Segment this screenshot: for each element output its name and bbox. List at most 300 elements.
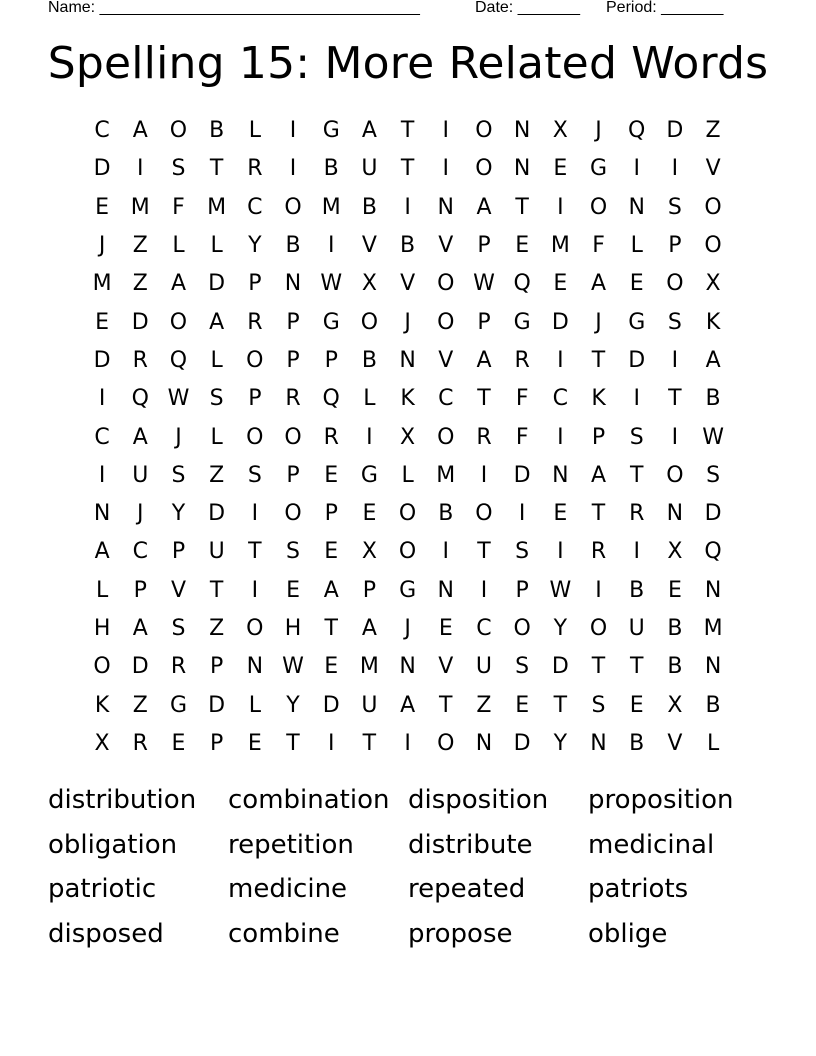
grid-letter: C — [132, 539, 148, 565]
grid-letter: N — [246, 654, 264, 680]
grid-row — [83, 303, 733, 341]
grid-row — [83, 648, 733, 686]
grid-letter: R — [132, 730, 148, 756]
grid-letter: R — [590, 539, 607, 565]
grid-letter: B — [629, 730, 645, 756]
grid-letter: X — [667, 692, 683, 718]
grid-letter: G — [322, 309, 340, 335]
grid-letter: I — [595, 577, 602, 603]
grid-letter: E — [362, 501, 377, 527]
grid-letter: P — [591, 424, 606, 450]
grid-letter: O — [475, 118, 493, 144]
grid-letter: I — [480, 577, 488, 603]
grid-row — [83, 112, 733, 150]
grid-letter: O — [284, 194, 302, 220]
grid-letter: Q — [513, 271, 531, 297]
grid-letter: A — [400, 692, 416, 718]
grid-letter: O — [437, 271, 455, 297]
grid-letter: E — [553, 156, 568, 182]
grid-letter: R — [132, 347, 148, 373]
grid-letter: O — [437, 424, 455, 450]
grid-letter: D — [322, 692, 340, 718]
grid-letter: S — [667, 194, 682, 220]
grid-letter: P — [477, 309, 491, 335]
grid-letter: C — [476, 616, 492, 641]
grid-letter: S — [171, 616, 186, 641]
student-info-header — [0, 0, 816, 20]
grid-letter: B — [285, 233, 301, 259]
grid-letter: O — [666, 462, 684, 488]
grid-letter: O — [398, 539, 417, 565]
grid-letter: C — [247, 194, 263, 220]
grid-letter: T — [591, 654, 606, 680]
grid-letter: I — [251, 501, 259, 527]
grid-letter: J — [595, 309, 602, 335]
grid-letter: X — [400, 424, 416, 450]
grid-letter: N — [437, 577, 455, 603]
grid-letter: S — [629, 424, 644, 450]
grid-letter: S — [286, 539, 301, 565]
grid-letter: R — [247, 156, 263, 182]
grid-letter: T — [286, 730, 300, 756]
grid-letter: P — [210, 654, 224, 680]
grid-letter: O — [475, 501, 493, 527]
grid-letter: P — [171, 539, 186, 565]
grid-letter: H — [93, 616, 111, 641]
grid-letter: B — [209, 118, 225, 144]
grid-letter: Y — [171, 501, 186, 527]
grid-letter: X — [552, 118, 568, 144]
grid-letter: D — [208, 501, 226, 527]
word-bank-item: medicine — [228, 874, 348, 905]
grid-letter: R — [629, 501, 645, 527]
grid-letter: N — [590, 730, 607, 756]
grid-letter: N — [628, 194, 645, 220]
word-bank-row — [48, 823, 788, 868]
grid-letter: O — [666, 271, 684, 297]
grid-letter: D — [93, 347, 111, 373]
grid-letter: A — [170, 271, 186, 297]
grid-letter: R — [285, 386, 301, 412]
grid-letter: O — [284, 501, 302, 527]
grid-letter: J — [595, 118, 602, 144]
grid-letter: E — [324, 462, 339, 488]
grid-letter: E — [95, 194, 110, 220]
grid-letter: O — [246, 424, 264, 450]
grid-letter: A — [132, 424, 148, 450]
grid-letter: N — [284, 271, 302, 297]
grid-letter: U — [475, 654, 493, 680]
grid-letter: J — [137, 501, 144, 527]
word-bank-row — [48, 912, 788, 957]
grid-letter: R — [323, 424, 339, 450]
grid-letter: E — [324, 539, 339, 565]
page-title: Spelling 15: More Related Words — [47, 38, 769, 89]
grid-letter: S — [171, 462, 186, 488]
grid-letter: R — [514, 347, 530, 373]
grid-row — [83, 418, 733, 456]
word-bank-item: disposed — [48, 918, 164, 949]
grid-letter: W — [702, 424, 724, 450]
grid-letter: B — [667, 616, 683, 641]
grid-letter: T — [248, 539, 262, 565]
grid-letter: F — [172, 194, 185, 220]
grid-letter: D — [131, 654, 149, 680]
grid-letter: O — [284, 424, 302, 450]
word-bank-item: patriotic — [48, 874, 157, 905]
grid-letter: A — [591, 271, 607, 297]
grid-letter: I — [251, 577, 259, 603]
grid-letter: S — [515, 654, 530, 680]
date-field-label: Date: _______ — [475, 0, 580, 16]
grid-letter: I — [404, 194, 411, 220]
grid-letter: P — [286, 347, 300, 373]
grid-letter: K — [400, 386, 415, 412]
grid-letter: I — [557, 194, 564, 220]
word-bank-row — [48, 778, 788, 823]
grid-letter: M — [321, 194, 341, 220]
grid-letter: I — [633, 156, 640, 182]
grid-letter: O — [169, 118, 188, 144]
grid-letter: A — [323, 577, 339, 603]
grid-row — [83, 686, 733, 724]
grid-letter: I — [633, 539, 640, 565]
grid-row — [83, 610, 733, 648]
grid-letter: Q — [704, 539, 722, 565]
word-bank-item: distribute — [408, 829, 533, 860]
grid-letter: B — [361, 347, 377, 373]
grid-letter: A — [209, 309, 225, 335]
grid-letter: M — [436, 462, 456, 488]
word-bank-item: oblige — [588, 918, 668, 949]
grid-letter: E — [515, 692, 530, 718]
grid-letter: Y — [553, 730, 568, 756]
grid-letter: E — [286, 577, 300, 603]
grid-letter: N — [399, 654, 416, 680]
grid-letter: G — [399, 577, 417, 603]
grid-row — [83, 380, 733, 418]
grid-letter: K — [591, 386, 606, 412]
grid-letter: A — [132, 118, 148, 144]
grid-letter: O — [169, 309, 188, 335]
grid-letter: G — [590, 156, 608, 182]
word-search-grid — [83, 112, 733, 763]
grid-letter: V — [438, 654, 454, 680]
word-bank-item: propose — [408, 918, 513, 949]
grid-letter: N — [475, 730, 493, 756]
grid-letter: I — [289, 118, 297, 144]
grid-letter: O — [360, 309, 379, 335]
grid-letter: N — [93, 501, 111, 527]
grid-letter: F — [592, 233, 605, 259]
grid-letter: I — [366, 424, 373, 450]
grid-letter: Y — [248, 233, 262, 259]
grid-letter: Z — [132, 271, 148, 297]
grid-letter: O — [589, 616, 608, 641]
grid-letter: Z — [132, 233, 148, 259]
grid-letter: L — [210, 347, 223, 373]
grid-letter: E — [629, 692, 644, 718]
grid-row — [83, 457, 733, 495]
grid-letter: E — [553, 271, 568, 297]
grid-letter: C — [94, 424, 110, 450]
grid-letter: T — [591, 347, 606, 373]
grid-letter: A — [94, 539, 110, 565]
grid-letter: V — [705, 156, 721, 182]
grid-letter: G — [322, 118, 340, 144]
grid-letter: I — [404, 730, 411, 756]
grid-letter: D — [551, 654, 569, 680]
grid-letter: A — [361, 118, 377, 144]
grid-letter: D — [208, 692, 226, 718]
grid-letter: T — [209, 156, 224, 182]
grid-letter: V — [400, 271, 416, 297]
grid-letter: U — [628, 616, 645, 641]
grid-letter: M — [550, 233, 570, 259]
word-bank-item: repeated — [408, 874, 526, 905]
grid-letter: L — [401, 462, 414, 488]
grid-letter: I — [557, 539, 564, 565]
grid-letter: L — [172, 233, 185, 259]
grid-letter: R — [170, 654, 187, 680]
grid-letter: E — [438, 616, 453, 641]
grid-letter: S — [247, 462, 262, 488]
grid-row — [83, 265, 733, 303]
grid-letter: O — [437, 730, 455, 756]
grid-letter: E — [515, 233, 530, 259]
grid-letter: S — [706, 462, 721, 488]
grid-letter: I — [98, 462, 106, 488]
grid-letter: T — [515, 194, 529, 220]
grid-letter: N — [437, 194, 455, 220]
grid-letter: S — [209, 386, 224, 412]
grid-row — [83, 495, 733, 533]
grid-letter: E — [629, 271, 644, 297]
grid-letter: Q — [322, 386, 340, 412]
grid-letter: L — [248, 118, 261, 144]
grid-letter: O — [475, 156, 493, 182]
grid-letter: X — [361, 539, 377, 565]
word-bank-item: disposition — [408, 785, 549, 816]
grid-letter: T — [668, 386, 682, 412]
grid-letter: O — [246, 347, 264, 373]
grid-letter: E — [171, 730, 186, 756]
grid-letter: D — [551, 309, 569, 335]
grid-row — [83, 227, 733, 265]
grid-letter: L — [363, 386, 376, 412]
grid-letter: Z — [476, 692, 492, 718]
grid-letter: Z — [209, 616, 225, 641]
grid-letter: P — [362, 577, 377, 603]
grid-letter: O — [93, 654, 111, 680]
word-bank-item: medicinal — [588, 829, 715, 860]
grid-letter: V — [361, 233, 377, 259]
grid-letter: I — [633, 386, 640, 412]
word-bank-row — [48, 867, 788, 912]
grid-letter: I — [557, 424, 564, 450]
grid-letter: P — [477, 233, 491, 259]
grid-letter: D — [93, 156, 111, 182]
grid-letter: V — [438, 347, 454, 373]
grid-letter: E — [95, 309, 110, 335]
grid-letter: L — [630, 233, 643, 259]
grid-letter: O — [704, 233, 722, 259]
grid-letter: L — [95, 577, 109, 603]
grid-letter: A — [591, 462, 607, 488]
grid-letter: J — [404, 616, 411, 641]
grid-letter: T — [209, 577, 224, 603]
grid-letter: U — [361, 156, 378, 182]
grid-letter: Z — [705, 118, 721, 144]
grid-letter: N — [399, 347, 416, 373]
grid-letter: D — [208, 271, 226, 297]
grid-letter: N — [552, 462, 569, 488]
grid-letter: S — [591, 692, 606, 718]
grid-letter: W — [549, 577, 572, 603]
grid-letter: T — [362, 730, 377, 756]
grid-letter: I — [671, 156, 679, 182]
grid-letter: R — [476, 424, 492, 450]
grid-row — [83, 533, 733, 571]
grid-letter: W — [473, 271, 495, 297]
grid-letter: C — [552, 386, 569, 412]
grid-letter: I — [327, 233, 335, 259]
grid-letter: I — [442, 118, 450, 144]
grid-letter: C — [438, 386, 454, 412]
grid-letter: M — [207, 194, 227, 220]
grid-letter: N — [704, 577, 722, 603]
grid-letter: I — [98, 386, 106, 412]
grid-row — [83, 189, 733, 227]
grid-letter: B — [667, 654, 683, 680]
grid-letter: Q — [131, 386, 149, 412]
grid-letter: B — [705, 386, 721, 412]
period-field-label: Period: _______ — [606, 0, 724, 16]
grid-letter: I — [137, 156, 144, 182]
grid-letter: D — [704, 501, 722, 527]
grid-letter: J — [175, 424, 182, 450]
grid-letter: E — [553, 501, 568, 527]
grid-row — [83, 342, 733, 380]
grid-letter: Y — [286, 692, 300, 718]
grid-letter: I — [480, 462, 488, 488]
grid-letter: I — [557, 347, 564, 373]
word-bank-item: proposition — [588, 785, 734, 816]
grid-letter: L — [210, 233, 223, 259]
grid-letter: T — [629, 462, 644, 488]
word-bank-item: repetition — [228, 829, 354, 860]
grid-letter: X — [667, 539, 683, 565]
grid-letter: A — [476, 347, 492, 373]
grid-row — [83, 572, 733, 610]
grid-letter: Y — [553, 616, 568, 641]
grid-letter: B — [629, 577, 645, 603]
grid-letter: A — [476, 194, 492, 220]
grid-letter: N — [513, 156, 531, 182]
grid-letter: U — [208, 539, 225, 565]
grid-letter: R — [247, 309, 263, 335]
grid-letter: P — [133, 577, 147, 603]
grid-letter: W — [282, 654, 304, 680]
grid-letter: A — [132, 616, 148, 641]
grid-letter: X — [705, 271, 721, 297]
grid-letter: P — [324, 347, 338, 373]
grid-letter: M — [703, 616, 723, 641]
grid-letter: L — [210, 424, 223, 450]
grid-letter: S — [515, 539, 530, 565]
grid-letter: W — [167, 386, 190, 412]
grid-letter: D — [666, 118, 684, 144]
grid-letter: T — [553, 692, 568, 718]
grid-letter: E — [667, 577, 682, 603]
grid-letter: B — [400, 233, 416, 259]
grid-letter: E — [247, 730, 262, 756]
grid-letter: H — [284, 616, 302, 641]
grid-letter: M — [130, 194, 150, 220]
grid-letter: N — [666, 501, 684, 527]
grid-letter: A — [705, 347, 721, 373]
grid-letter: O — [398, 501, 417, 527]
grid-letter: L — [706, 730, 720, 756]
grid-letter: V — [170, 577, 186, 603]
grid-letter: V — [667, 730, 683, 756]
grid-letter: M — [359, 654, 379, 680]
word-bank-item: patriots — [588, 874, 689, 905]
grid-letter: S — [171, 156, 186, 182]
grid-letter: J — [404, 309, 411, 335]
grid-letter: Z — [132, 692, 148, 718]
grid-letter: T — [439, 692, 453, 718]
grid-row — [83, 150, 733, 188]
grid-letter: E — [324, 654, 339, 680]
grid-letter: I — [442, 156, 450, 182]
grid-letter: I — [289, 156, 297, 182]
grid-letter: G — [169, 692, 187, 718]
word-bank-item: combine — [228, 918, 340, 949]
grid-letter: S — [667, 309, 682, 335]
grid-letter: G — [360, 462, 378, 488]
grid-letter: B — [705, 692, 721, 718]
word-bank-item: obligation — [48, 829, 178, 860]
grid-letter: T — [400, 118, 415, 144]
grid-letter: L — [248, 692, 261, 718]
word-bank-item: combination — [228, 785, 390, 816]
grid-letter: X — [94, 730, 110, 756]
grid-letter: T — [324, 616, 338, 641]
grid-letter: T — [400, 156, 415, 182]
word-bank-item: distribution — [48, 785, 197, 816]
grid-letter: D — [513, 462, 531, 488]
grid-letter: F — [515, 424, 529, 450]
grid-letter: G — [513, 309, 531, 335]
grid-letter: V — [438, 233, 454, 259]
grid-letter: D — [131, 309, 149, 335]
grid-letter: T — [629, 654, 644, 680]
grid-letter: N — [704, 654, 722, 680]
grid-letter: P — [515, 577, 529, 603]
grid-letter: Q — [628, 118, 646, 144]
grid-letter: W — [320, 271, 343, 297]
grid-letter: O — [589, 194, 608, 220]
grid-letter: T — [477, 539, 491, 565]
grid-letter: O — [704, 194, 722, 220]
grid-letter: P — [324, 501, 338, 527]
grid-letter: O — [513, 616, 531, 641]
grid-letter: D — [513, 730, 531, 756]
grid-letter: P — [210, 730, 224, 756]
grid-letter: J — [98, 233, 106, 259]
grid-letter: K — [705, 309, 721, 335]
